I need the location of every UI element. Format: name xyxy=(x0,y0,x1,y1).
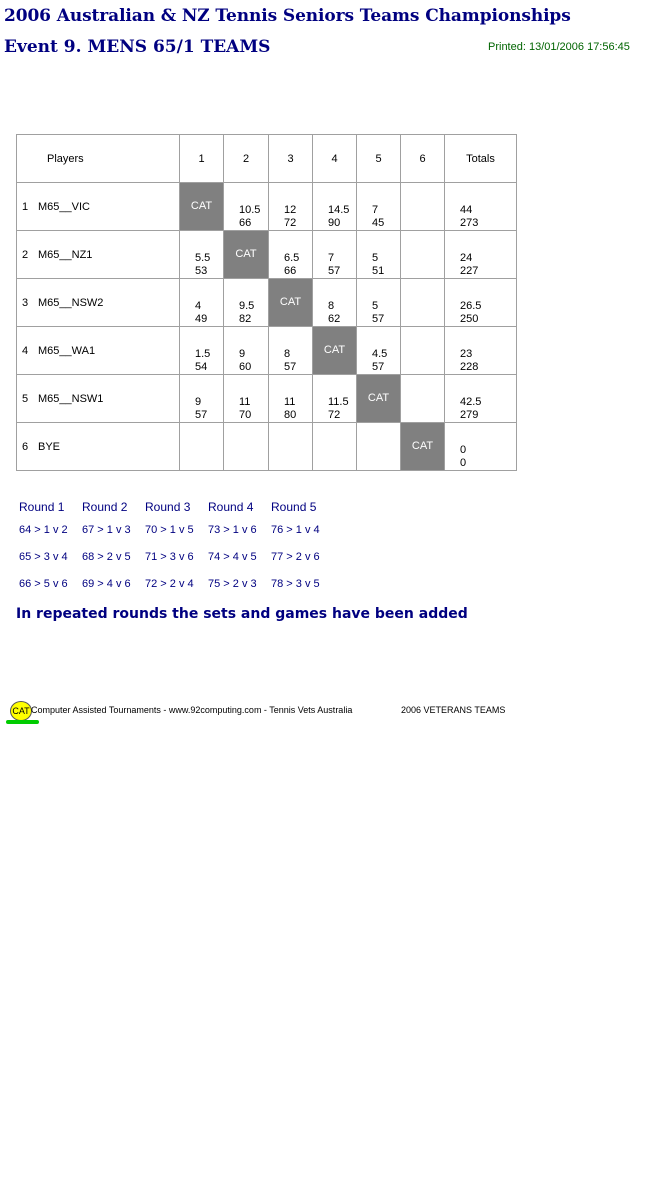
column-header-1: 1 xyxy=(180,135,224,183)
total-games: 279 xyxy=(460,409,479,421)
games-value: 53 xyxy=(195,265,208,277)
score-cell xyxy=(224,279,269,327)
player-name: M65__NSW1 xyxy=(38,392,104,405)
round-label: Round 2 xyxy=(82,500,128,514)
score-cell xyxy=(357,231,401,279)
sets-value: 5 xyxy=(372,252,379,264)
round-match: 76 > 1 v 4 xyxy=(271,524,320,536)
games-value: 66 xyxy=(284,265,297,277)
score-cell xyxy=(180,327,224,375)
sets-value: 8 xyxy=(328,300,335,312)
player-number: 2 xyxy=(22,248,29,261)
games-value: 49 xyxy=(195,313,208,325)
score-cell xyxy=(269,375,313,423)
cat-cell xyxy=(401,423,445,471)
player-number: 4 xyxy=(22,344,29,357)
total-games: 0 xyxy=(460,457,467,469)
games-value: 82 xyxy=(239,313,252,325)
games-value xyxy=(284,457,312,470)
games-value: 62 xyxy=(328,313,341,325)
player-cell xyxy=(17,327,180,375)
total-games: 273 xyxy=(460,217,479,229)
sets-value xyxy=(372,444,400,457)
round-match: 67 > 1 v 3 xyxy=(82,524,131,536)
totals-header: Totals xyxy=(445,135,517,183)
grid-header-row xyxy=(17,135,517,183)
player-number: 5 xyxy=(22,392,29,405)
games-value: 66 xyxy=(239,217,252,229)
page-title: 2006 Australian & NZ Tennis Seniors Teams Championships xyxy=(4,6,571,26)
round-label: Round 1 xyxy=(19,500,65,514)
games-value: 72 xyxy=(328,409,341,421)
sets-value: 11.5 xyxy=(328,396,349,408)
player-cell xyxy=(17,423,180,471)
total-sets: 24 xyxy=(460,252,473,264)
grid-row xyxy=(17,183,517,231)
score-cell xyxy=(401,279,445,327)
sets-value: 9 xyxy=(195,396,202,408)
round-column xyxy=(271,500,320,605)
totals-cell xyxy=(445,231,517,279)
round-label: Round 3 xyxy=(145,500,191,514)
round-column xyxy=(145,500,194,605)
sets-value xyxy=(416,300,444,313)
score-cell xyxy=(269,183,313,231)
player-name: M65__WA1 xyxy=(38,344,96,357)
cat-cell xyxy=(180,183,224,231)
games-value: 57 xyxy=(328,265,341,277)
sets-value: 7 xyxy=(372,204,379,216)
cat-label: CAT xyxy=(190,200,213,212)
round-label: Round 4 xyxy=(208,500,254,514)
games-value xyxy=(416,265,444,278)
sets-value: 12 xyxy=(284,204,297,216)
player-cell xyxy=(17,231,180,279)
cat-logo-underline xyxy=(6,720,39,724)
event-title: Event 9. MENS 65/1 TEAMS xyxy=(4,37,271,57)
sets-value xyxy=(416,204,444,217)
round-match: 74 > 4 v 5 xyxy=(208,551,257,563)
round-label: Round 5 xyxy=(271,500,317,514)
total-sets: 26.5 xyxy=(460,300,482,312)
sets-value: 1.5 xyxy=(195,348,211,360)
round-match: 77 > 2 v 6 xyxy=(271,551,320,563)
cat-label: CAT xyxy=(367,392,390,404)
totals-cell xyxy=(445,327,517,375)
sets-value: 9 xyxy=(239,348,246,360)
column-header-6: 6 xyxy=(401,135,445,183)
cat-cell xyxy=(357,375,401,423)
score-cell xyxy=(269,327,313,375)
grid-row xyxy=(17,375,517,423)
score-cell xyxy=(401,327,445,375)
games-value xyxy=(195,457,223,470)
sets-value: 7 xyxy=(328,252,335,264)
sets-value: 11 xyxy=(284,396,296,408)
games-value: 60 xyxy=(239,361,252,373)
score-cell xyxy=(180,375,224,423)
sets-value xyxy=(416,396,444,409)
column-header-2: 2 xyxy=(224,135,269,183)
score-cell xyxy=(401,183,445,231)
cat-label: CAT xyxy=(235,248,257,260)
games-value xyxy=(416,313,444,326)
repeated-rounds-note: In repeated rounds the sets and games have been added xyxy=(16,606,468,622)
round-match: 73 > 1 v 6 xyxy=(208,524,257,536)
sets-value: 6.5 xyxy=(284,252,300,264)
grid-row xyxy=(17,423,517,471)
games-value: 57 xyxy=(372,361,385,373)
printed-timestamp: Printed: 13/01/2006 17:56:45 xyxy=(488,41,630,53)
totals-cell xyxy=(445,423,517,471)
sets-value: 11 xyxy=(239,396,251,408)
games-value: 72 xyxy=(284,217,297,229)
totals-cell xyxy=(445,183,517,231)
score-cell xyxy=(224,183,269,231)
total-games: 227 xyxy=(460,265,479,277)
cat-logo-icon: CAT xyxy=(10,701,32,721)
sets-value: 9.5 xyxy=(239,300,255,312)
round-match: 65 > 3 v 4 xyxy=(19,551,68,563)
total-games: 228 xyxy=(460,361,479,373)
cat-label: CAT xyxy=(279,296,302,308)
total-sets: 0 xyxy=(460,444,467,456)
sets-value: 5.5 xyxy=(195,252,211,264)
score-cell xyxy=(224,375,269,423)
round-match: 69 > 4 v 6 xyxy=(82,578,131,590)
sets-value: 4 xyxy=(195,300,202,312)
column-header-3: 3 xyxy=(269,135,313,183)
cat-cell xyxy=(313,327,357,375)
score-cell xyxy=(357,279,401,327)
results-grid xyxy=(16,134,517,471)
grid-row xyxy=(17,231,517,279)
round-match: 68 > 2 v 5 xyxy=(82,551,131,563)
round-match: 71 > 3 v 6 xyxy=(145,551,194,563)
grid-row xyxy=(17,279,517,327)
player-cell xyxy=(17,183,180,231)
total-sets: 44 xyxy=(460,204,473,216)
player-number: 1 xyxy=(22,200,29,213)
sets-value xyxy=(328,444,356,457)
score-cell xyxy=(313,231,357,279)
column-header-4: 4 xyxy=(313,135,357,183)
games-value: 54 xyxy=(195,361,208,373)
score-cell xyxy=(313,183,357,231)
round-match: 66 > 5 v 6 xyxy=(19,578,68,590)
grid-row xyxy=(17,327,517,375)
sets-value xyxy=(239,444,268,457)
score-cell xyxy=(401,375,445,423)
score-cell xyxy=(224,423,269,471)
games-value: 51 xyxy=(372,265,385,277)
sets-value: 8 xyxy=(284,348,291,360)
player-name: M65__NZ1 xyxy=(38,248,93,261)
round-column xyxy=(208,500,257,605)
player-name: M65__VIC xyxy=(38,200,90,213)
player-number: 3 xyxy=(22,296,29,309)
score-cell xyxy=(357,327,401,375)
total-games: 250 xyxy=(460,313,479,325)
player-name: BYE xyxy=(38,440,61,453)
sets-value: 5 xyxy=(372,300,379,312)
sets-value xyxy=(284,444,312,457)
cat-cell xyxy=(269,279,313,327)
cat-label: CAT xyxy=(411,440,434,452)
sets-value: 4.5 xyxy=(372,348,388,360)
totals-cell xyxy=(445,279,517,327)
games-value: 57 xyxy=(372,313,385,325)
games-value: 45 xyxy=(372,217,385,229)
games-value: 80 xyxy=(284,409,297,421)
games-value: 90 xyxy=(328,217,341,229)
sets-value xyxy=(416,348,444,361)
games-value xyxy=(239,457,268,470)
score-cell xyxy=(269,231,313,279)
score-cell xyxy=(313,279,357,327)
round-match: 78 > 3 v 5 xyxy=(271,578,320,590)
player-name: M65__NSW2 xyxy=(38,296,104,309)
total-sets: 42.5 xyxy=(460,396,482,408)
footer-credit: Computer Assisted Tournaments - www.92computing.com - Tennis Vets Australia xyxy=(31,705,353,715)
round-column xyxy=(19,500,68,605)
games-value xyxy=(416,361,444,374)
player-number: 6 xyxy=(22,440,29,453)
totals-cell xyxy=(445,375,517,423)
games-value xyxy=(372,457,400,470)
round-match: 72 > 2 v 4 xyxy=(145,578,194,590)
games-value xyxy=(416,409,444,422)
score-cell xyxy=(180,423,224,471)
round-match: 75 > 2 v 3 xyxy=(208,578,257,590)
cat-cell xyxy=(224,231,269,279)
round-column xyxy=(82,500,131,605)
games-value: 70 xyxy=(239,409,252,421)
score-cell xyxy=(313,423,357,471)
column-header-5: 5 xyxy=(357,135,401,183)
round-match: 64 > 1 v 2 xyxy=(19,524,68,536)
score-cell xyxy=(269,423,313,471)
score-cell xyxy=(401,231,445,279)
games-value: 57 xyxy=(195,409,208,421)
score-cell xyxy=(357,423,401,471)
footer-event-name: 2006 VETERANS TEAMS xyxy=(401,705,506,715)
total-sets: 23 xyxy=(460,348,473,360)
games-value: 57 xyxy=(284,361,297,373)
player-cell xyxy=(17,375,180,423)
score-cell xyxy=(180,279,224,327)
player-cell xyxy=(17,279,180,327)
cat-label: CAT xyxy=(323,344,346,356)
sets-value: 10.5 xyxy=(239,204,261,216)
games-value xyxy=(328,457,356,470)
players-header: Players xyxy=(17,135,180,183)
games-value xyxy=(416,217,444,230)
score-cell xyxy=(313,375,357,423)
sets-value xyxy=(416,252,444,265)
score-cell xyxy=(357,183,401,231)
score-cell xyxy=(224,327,269,375)
sets-value xyxy=(195,444,223,457)
round-match: 70 > 1 v 5 xyxy=(145,524,194,536)
score-cell xyxy=(180,231,224,279)
sets-value: 14.5 xyxy=(328,204,350,216)
